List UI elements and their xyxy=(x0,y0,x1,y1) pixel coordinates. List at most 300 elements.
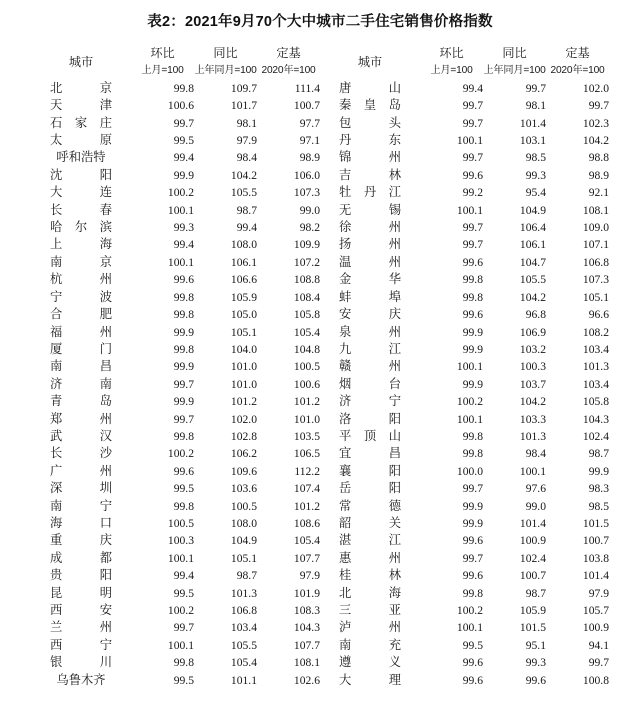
city-name-right: 平顶山 xyxy=(339,428,401,443)
city-name-right: 韶关 xyxy=(339,515,401,530)
value-yoy-left: 101.0 xyxy=(230,377,257,391)
value-yoy-left: 98.1 xyxy=(236,116,257,130)
value-mom-left: 99.4 xyxy=(173,151,194,165)
city-name-left: 沈阳 xyxy=(50,167,112,182)
value-base-right: 99.7 xyxy=(588,99,609,113)
value-yoy-left: 102.8 xyxy=(230,429,257,443)
city-name-right: 无锡 xyxy=(339,202,401,217)
value-mom-left: 99.4 xyxy=(173,569,194,583)
value-yoy-right: 96.8 xyxy=(525,308,546,322)
value-mom-left: 100.3 xyxy=(167,534,194,548)
city-name-left: 郑州 xyxy=(50,411,112,426)
city-name-left: 济南 xyxy=(50,376,112,391)
value-yoy-left: 105.0 xyxy=(230,308,257,322)
value-base-right: 100.8 xyxy=(582,673,609,687)
value-mom-right: 99.6 xyxy=(462,673,483,687)
value-base-left: 107.3 xyxy=(293,186,320,200)
value-base-left: 97.7 xyxy=(299,116,320,130)
city-name-left: 杭州 xyxy=(50,272,112,287)
city-name-left: 成都 xyxy=(50,550,112,565)
value-base-left: 100.7 xyxy=(293,99,320,113)
value-base-left: 105.4 xyxy=(293,325,320,339)
table-row xyxy=(31,515,609,532)
value-yoy-left: 106.8 xyxy=(230,604,257,617)
value-base-right: 98.9 xyxy=(588,168,609,182)
value-yoy-right: 98.1 xyxy=(525,99,546,113)
header-sub-yoy-right: 上年同月=100 xyxy=(483,65,546,77)
header-row-group xyxy=(31,45,609,62)
value-base-right: 98.5 xyxy=(588,499,609,513)
city-name-left: 南昌 xyxy=(50,359,112,374)
value-base-right: 103.4 xyxy=(582,342,609,356)
table-row xyxy=(31,602,609,619)
value-mom-left: 100.1 xyxy=(167,638,194,652)
value-mom-left: 99.4 xyxy=(173,238,194,252)
value-base-right: 102.0 xyxy=(582,81,609,95)
table-row xyxy=(31,672,609,689)
city-name-right: 襄阳 xyxy=(339,463,401,478)
value-yoy-left: 102.0 xyxy=(230,412,257,426)
value-yoy-left: 101.1 xyxy=(230,673,257,687)
city-name-left: 兰州 xyxy=(50,620,112,635)
value-mom-left: 99.7 xyxy=(173,377,194,391)
value-mom-right: 99.7 xyxy=(462,238,483,252)
city-name-right: 常德 xyxy=(339,498,401,513)
value-yoy-left: 104.0 xyxy=(230,342,257,356)
city-name-left: 广州 xyxy=(50,463,112,478)
value-yoy-right: 100.9 xyxy=(519,534,546,548)
value-yoy-right: 99.3 xyxy=(525,656,546,670)
table-row xyxy=(31,428,609,445)
value-yoy-left: 103.4 xyxy=(230,621,257,635)
value-base-right: 101.4 xyxy=(582,569,609,583)
city-name-right: 吉林 xyxy=(339,167,401,182)
value-base-left: 108.3 xyxy=(293,604,320,617)
value-mom-left: 99.9 xyxy=(173,395,194,409)
value-mom-right: 99.8 xyxy=(462,447,483,461)
city-name-right: 九江 xyxy=(339,341,401,356)
value-yoy-right: 100.1 xyxy=(519,464,546,478)
value-mom-right: 99.7 xyxy=(462,151,483,165)
city-name-right: 徐州 xyxy=(339,220,401,235)
value-yoy-right: 95.4 xyxy=(525,186,546,200)
value-mom-right: 99.7 xyxy=(462,221,483,235)
table-row xyxy=(31,498,609,515)
header-group-mom-right: 环比 xyxy=(439,46,464,60)
value-base-left: 105.8 xyxy=(293,308,320,322)
value-yoy-left: 109.6 xyxy=(230,464,257,478)
value-yoy-left: 106.2 xyxy=(230,447,257,461)
value-mom-left: 99.9 xyxy=(173,168,194,182)
value-mom-left: 99.7 xyxy=(173,412,194,426)
value-yoy-right: 103.1 xyxy=(519,134,546,148)
value-yoy-left: 105.1 xyxy=(230,551,257,565)
value-yoy-left: 104.2 xyxy=(230,168,257,182)
value-mom-right: 100.1 xyxy=(456,134,483,148)
value-mom-right: 99.7 xyxy=(462,99,483,113)
value-base-right: 99.7 xyxy=(588,656,609,670)
city-name-left: 昆明 xyxy=(50,585,112,600)
city-name-left: 西安 xyxy=(50,603,112,617)
city-name-right: 唐山 xyxy=(339,80,401,95)
value-yoy-right: 103.7 xyxy=(519,377,546,391)
value-yoy-right: 98.7 xyxy=(525,586,546,600)
city-name-left: 福州 xyxy=(50,324,112,339)
value-yoy-left: 98.4 xyxy=(236,151,257,165)
value-mom-left: 99.8 xyxy=(173,308,194,322)
value-base-left: 108.4 xyxy=(293,290,320,304)
table-row xyxy=(31,306,609,323)
value-yoy-right: 103.3 xyxy=(519,412,546,426)
city-name-right: 安庆 xyxy=(339,307,401,322)
city-name-right: 大理 xyxy=(339,672,401,687)
value-base-right: 107.3 xyxy=(582,273,609,287)
value-mom-right: 99.9 xyxy=(462,499,483,513)
city-name-right: 洛阳 xyxy=(339,411,401,426)
value-mom-right: 99.7 xyxy=(462,551,483,565)
value-yoy-left: 105.5 xyxy=(230,186,257,200)
header-city-left: 城市 xyxy=(68,54,94,69)
value-mom-left: 100.5 xyxy=(167,516,194,530)
value-base-left: 100.6 xyxy=(293,377,320,391)
city-name-right: 北海 xyxy=(339,585,401,600)
header-group-base-left: 定基 xyxy=(276,46,301,60)
value-base-right: 109.0 xyxy=(582,221,609,235)
table-row xyxy=(31,411,609,428)
value-mom-right: 100.1 xyxy=(456,412,483,426)
header-sub-base-left: 2020年=100 xyxy=(261,65,316,77)
value-base-left: 101.2 xyxy=(293,499,320,513)
value-mom-right: 99.6 xyxy=(462,569,483,583)
table-row xyxy=(31,532,609,549)
value-mom-right: 99.7 xyxy=(462,482,483,496)
city-name-right: 扬州 xyxy=(339,237,401,252)
value-mom-left: 100.1 xyxy=(167,203,194,217)
value-base-left: 107.4 xyxy=(293,482,320,496)
value-yoy-left: 108.0 xyxy=(230,238,257,252)
value-mom-left: 100.2 xyxy=(167,604,194,617)
value-base-left: 101.2 xyxy=(293,395,320,409)
city-name-left: 石家庄 xyxy=(50,115,112,130)
city-name-right: 宜昌 xyxy=(339,446,401,461)
table-row xyxy=(31,80,609,97)
value-mom-left: 99.5 xyxy=(173,586,194,600)
city-name-right: 南充 xyxy=(339,637,401,652)
value-mom-right: 99.5 xyxy=(462,638,483,652)
table-row xyxy=(31,358,609,375)
value-base-right: 99.9 xyxy=(588,464,609,478)
city-name-left: 南宁 xyxy=(50,498,112,513)
table-row xyxy=(31,585,609,602)
value-mom-right: 99.2 xyxy=(462,186,483,200)
value-yoy-right: 101.4 xyxy=(519,516,546,530)
value-yoy-right: 98.5 xyxy=(525,151,546,165)
value-mom-left: 99.7 xyxy=(173,116,194,130)
value-base-right: 104.3 xyxy=(582,412,609,426)
value-mom-right: 99.9 xyxy=(462,325,483,339)
value-base-left: 106.5 xyxy=(293,447,320,461)
city-name-right: 桂林 xyxy=(339,568,401,583)
value-yoy-left: 105.1 xyxy=(230,325,257,339)
value-yoy-left: 98.7 xyxy=(236,203,257,217)
value-yoy-left: 101.0 xyxy=(230,360,257,374)
city-name-right: 秦皇岛 xyxy=(339,98,401,113)
value-yoy-left: 97.9 xyxy=(236,134,257,148)
value-base-left: 98.2 xyxy=(299,221,320,235)
value-yoy-left: 105.9 xyxy=(230,290,257,304)
value-mom-right: 100.1 xyxy=(456,203,483,217)
city-name-left: 呼和浩特 xyxy=(56,150,106,165)
header-city-right: 城市 xyxy=(357,54,383,69)
value-base-right: 108.2 xyxy=(582,325,609,339)
table-row xyxy=(31,376,609,393)
value-yoy-left: 103.6 xyxy=(230,482,257,496)
value-yoy-right: 106.9 xyxy=(519,325,546,339)
value-base-right: 101.3 xyxy=(582,360,609,374)
table-row xyxy=(31,393,609,410)
city-name-left: 长沙 xyxy=(50,446,112,461)
value-base-left: 108.1 xyxy=(293,656,320,670)
value-mom-right: 99.6 xyxy=(462,656,483,670)
value-base-right: 107.1 xyxy=(582,238,609,252)
city-name-right: 金华 xyxy=(339,272,401,287)
value-mom-left: 99.8 xyxy=(173,342,194,356)
header-group-mom-left: 环比 xyxy=(150,46,175,60)
header-sub-yoy-left: 上年同月=100 xyxy=(194,65,257,77)
table-row xyxy=(31,167,609,184)
value-base-left: 109.9 xyxy=(293,238,320,252)
value-mom-left: 99.9 xyxy=(173,360,194,374)
table-row xyxy=(31,637,609,654)
value-base-right: 102.4 xyxy=(582,429,609,443)
table-row xyxy=(31,654,609,671)
city-name-left: 乌鲁木齐 xyxy=(56,672,106,687)
value-yoy-left: 99.4 xyxy=(236,221,257,235)
value-base-left: 108.8 xyxy=(293,273,320,287)
table-row xyxy=(31,289,609,306)
table-row xyxy=(31,550,609,567)
city-name-right: 丹东 xyxy=(339,133,401,148)
city-name-left: 深圳 xyxy=(50,481,112,496)
city-name-left: 贵阳 xyxy=(50,568,112,583)
city-name-left: 厦门 xyxy=(50,341,112,356)
city-name-left: 南京 xyxy=(50,254,112,269)
value-base-left: 100.5 xyxy=(293,360,320,374)
value-base-right: 101.5 xyxy=(582,516,609,530)
price-index-table xyxy=(31,45,609,689)
value-mom-left: 99.7 xyxy=(173,621,194,635)
header-group-yoy-right: 同比 xyxy=(502,46,527,60)
value-yoy-right: 98.4 xyxy=(525,447,546,461)
city-name-right: 湛江 xyxy=(339,533,401,548)
value-base-right: 100.7 xyxy=(582,534,609,548)
city-name-right: 赣州 xyxy=(339,359,401,374)
value-yoy-right: 101.4 xyxy=(519,116,546,130)
value-yoy-right: 102.4 xyxy=(519,551,546,565)
value-yoy-left: 101.7 xyxy=(230,99,257,113)
header-group-yoy-left: 同比 xyxy=(213,46,238,60)
header-sub-mom-left: 上月=100 xyxy=(141,65,184,77)
value-yoy-left: 101.3 xyxy=(230,586,257,600)
value-yoy-right: 106.4 xyxy=(519,221,546,235)
value-base-right: 105.7 xyxy=(582,604,609,617)
value-yoy-left: 105.5 xyxy=(230,638,257,652)
value-yoy-right: 101.3 xyxy=(519,429,546,443)
city-name-left: 银川 xyxy=(50,655,112,670)
value-yoy-left: 101.2 xyxy=(230,395,257,409)
value-mom-left: 100.2 xyxy=(167,447,194,461)
value-base-right: 103.4 xyxy=(582,377,609,391)
city-name-right: 蚌埠 xyxy=(339,289,401,304)
value-mom-left: 99.5 xyxy=(173,673,194,687)
value-mom-right: 99.8 xyxy=(462,273,483,287)
table-body xyxy=(31,80,609,689)
value-mom-right: 99.6 xyxy=(462,308,483,322)
value-mom-right: 100.2 xyxy=(456,395,483,409)
value-yoy-right: 99.0 xyxy=(525,499,546,513)
value-mom-right: 99.7 xyxy=(462,116,483,130)
value-yoy-left: 109.7 xyxy=(230,81,257,95)
value-base-left: 107.7 xyxy=(293,551,320,565)
value-base-right: 105.8 xyxy=(582,395,609,409)
value-base-left: 107.7 xyxy=(293,638,320,652)
table-row xyxy=(31,254,609,271)
value-yoy-left: 105.4 xyxy=(230,656,257,670)
value-base-left: 106.0 xyxy=(293,168,320,182)
table-row xyxy=(31,149,609,166)
city-name-right: 包头 xyxy=(339,115,401,130)
value-yoy-right: 105.9 xyxy=(519,604,546,617)
value-mom-right: 99.9 xyxy=(462,342,483,356)
value-base-left: 111.4 xyxy=(294,81,320,95)
value-mom-right: 99.6 xyxy=(462,168,483,182)
value-base-right: 104.2 xyxy=(582,134,609,148)
city-name-left: 宁波 xyxy=(50,289,112,304)
table-row xyxy=(31,132,609,149)
value-yoy-right: 100.7 xyxy=(519,569,546,583)
value-mom-left: 99.9 xyxy=(173,325,194,339)
table-row xyxy=(31,202,609,219)
city-name-right: 三亚 xyxy=(339,603,401,617)
value-mom-left: 99.8 xyxy=(173,656,194,670)
value-base-right: 105.1 xyxy=(582,290,609,304)
table-row xyxy=(31,324,609,341)
city-name-right: 惠州 xyxy=(339,550,401,565)
value-base-left: 107.2 xyxy=(293,255,320,269)
value-base-left: 105.4 xyxy=(293,534,320,548)
table-head xyxy=(31,45,609,80)
value-yoy-right: 103.2 xyxy=(519,342,546,356)
header-sub-base-right: 2020年=100 xyxy=(550,65,605,77)
value-yoy-left: 108.0 xyxy=(230,516,257,530)
value-mom-right: 99.9 xyxy=(462,377,483,391)
table-row xyxy=(31,463,609,480)
value-mom-left: 100.1 xyxy=(167,255,194,269)
value-mom-left: 99.8 xyxy=(173,290,194,304)
value-mom-right: 99.8 xyxy=(462,429,483,443)
table-row xyxy=(31,236,609,253)
table-row xyxy=(31,445,609,462)
value-yoy-right: 99.7 xyxy=(525,81,546,95)
value-mom-left: 99.5 xyxy=(173,482,194,496)
value-base-right: 106.8 xyxy=(582,255,609,269)
value-yoy-right: 104.2 xyxy=(519,290,546,304)
city-name-left: 合肥 xyxy=(50,307,112,322)
city-name-left: 海口 xyxy=(50,515,112,530)
city-name-right: 牡丹江 xyxy=(339,185,401,200)
value-yoy-right: 99.6 xyxy=(525,673,546,687)
value-base-right: 98.3 xyxy=(588,482,609,496)
value-base-right: 98.8 xyxy=(588,151,609,165)
value-yoy-right: 104.9 xyxy=(519,203,546,217)
table-row xyxy=(31,97,609,114)
value-mom-right: 99.6 xyxy=(462,255,483,269)
value-base-left: 97.1 xyxy=(299,134,320,148)
value-base-right: 102.3 xyxy=(582,116,609,130)
city-name-left: 大连 xyxy=(50,185,112,200)
page-title: 表2：2021年9月70个大中城市二手住宅销售价格指数 xyxy=(147,14,493,30)
city-name-right: 烟台 xyxy=(339,376,401,391)
value-mom-right: 100.2 xyxy=(456,604,483,617)
value-mom-left: 99.3 xyxy=(173,221,194,235)
value-base-left: 99.0 xyxy=(299,203,320,217)
table-row xyxy=(31,480,609,497)
value-base-left: 108.6 xyxy=(293,516,320,530)
value-base-left: 101.9 xyxy=(293,586,320,600)
value-yoy-right: 99.3 xyxy=(525,168,546,182)
value-yoy-right: 106.1 xyxy=(519,238,546,252)
value-yoy-left: 104.9 xyxy=(230,534,257,548)
value-yoy-left: 100.5 xyxy=(230,499,257,513)
value-mom-right: 99.9 xyxy=(462,516,483,530)
value-mom-left: 100.6 xyxy=(167,99,194,113)
value-base-left: 101.0 xyxy=(293,412,320,426)
value-mom-left: 99.6 xyxy=(173,273,194,287)
value-yoy-right: 95.1 xyxy=(525,638,546,652)
value-base-right: 108.1 xyxy=(582,203,609,217)
value-mom-right: 99.6 xyxy=(462,534,483,548)
value-mom-left: 99.8 xyxy=(173,499,194,513)
value-mom-left: 100.2 xyxy=(167,186,194,200)
value-mom-right: 100.1 xyxy=(456,621,483,635)
table-row xyxy=(31,619,609,636)
value-base-left: 102.6 xyxy=(293,673,320,687)
value-base-left: 97.9 xyxy=(299,569,320,583)
value-mom-right: 100.1 xyxy=(456,360,483,374)
header-sub-mom-right: 上月=100 xyxy=(430,65,473,77)
value-base-left: 103.5 xyxy=(293,429,320,443)
value-base-right: 94.1 xyxy=(588,638,609,652)
value-mom-right: 99.4 xyxy=(462,81,483,95)
city-name-right: 遵义 xyxy=(339,655,401,670)
value-base-left: 98.9 xyxy=(299,151,320,165)
value-yoy-right: 104.2 xyxy=(519,395,546,409)
value-mom-right: 100.0 xyxy=(456,464,483,478)
value-base-right: 100.9 xyxy=(582,621,609,635)
city-name-left: 哈尔滨 xyxy=(50,220,112,235)
value-yoy-right: 104.7 xyxy=(519,255,546,269)
table-row xyxy=(31,219,609,236)
city-name-left: 上海 xyxy=(50,237,112,252)
value-base-right: 96.6 xyxy=(588,308,609,322)
value-base-left: 112.2 xyxy=(294,464,320,478)
city-name-right: 泉州 xyxy=(339,324,401,339)
value-mom-left: 99.8 xyxy=(173,81,194,95)
city-name-right: 锦州 xyxy=(339,150,401,165)
city-name-left: 重庆 xyxy=(50,533,112,548)
value-yoy-right: 97.6 xyxy=(525,482,546,496)
value-base-left: 104.8 xyxy=(293,342,320,356)
